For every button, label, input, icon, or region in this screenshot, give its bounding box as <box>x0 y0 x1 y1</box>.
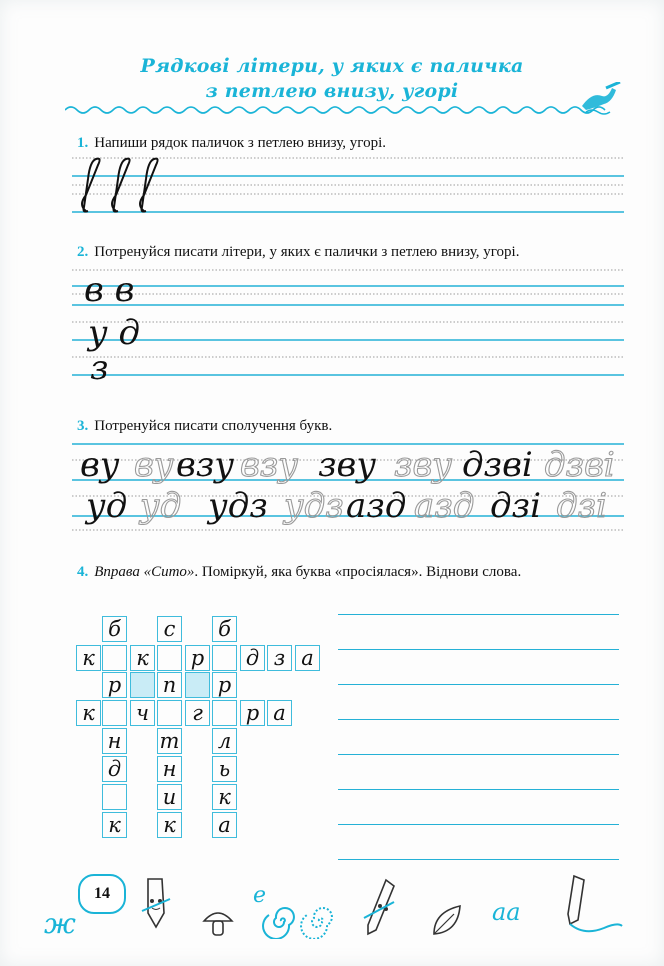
combo-row2-1-traced: уд <box>140 486 182 526</box>
dotted-spiral-icon <box>300 903 338 939</box>
sieve-cell-empty <box>102 700 127 726</box>
sieve-cell: к <box>102 812 127 838</box>
sieve-cell-empty <box>157 700 182 726</box>
combo-row1-1-traced: ву <box>134 445 174 485</box>
sieve-cell: б <box>212 616 237 642</box>
sieve-cell: т <box>157 728 182 754</box>
sieve-cell: л <box>212 728 237 754</box>
task-text: Напиши рядок паличок з петлею внизу, угорі. <box>94 135 386 151</box>
page-title-line-1: Рядкові літери, у яких є паличка <box>140 55 524 77</box>
task-2-sample-row-1: в в <box>84 270 135 310</box>
leaf-icon <box>428 902 466 940</box>
sieve-cell: к <box>130 645 155 671</box>
sieve-cell: д <box>102 756 127 782</box>
svg-text:ж: ж <box>44 907 76 940</box>
sieve-cell: н <box>102 728 127 754</box>
title-wave-divider <box>65 98 625 122</box>
answer-line[interactable] <box>338 859 619 860</box>
combo-row2-4-traced: дзі <box>556 486 607 526</box>
sieve-cell-empty <box>102 784 127 810</box>
sieve-cell: р <box>212 672 237 698</box>
task-2-sample-row-3: з <box>90 348 109 388</box>
combo-row1-1: ву <box>80 445 120 485</box>
page-title-line-2: з петлею внизу, угорі <box>205 80 459 102</box>
sieve-cell: б <box>102 616 127 642</box>
answer-line[interactable] <box>338 754 619 755</box>
task-number: 3. <box>77 418 89 434</box>
task-title: Вправа «Сито» <box>94 564 195 580</box>
task-1-sample-loops <box>78 155 168 217</box>
sieve-cell-empty <box>102 645 127 671</box>
sieve-cell: г <box>185 700 210 726</box>
sieve-cell: р <box>185 645 210 671</box>
sieve-cell-empty <box>212 700 237 726</box>
letters-aa-icon <box>490 896 540 930</box>
sieve-cell: ь <box>212 756 237 782</box>
sieve-cell: а <box>212 812 237 838</box>
svg-text:аа: аа <box>492 898 521 926</box>
sieve-cell: з <box>267 645 292 671</box>
combo-row2-2: удз <box>208 486 268 526</box>
page-number: 14 <box>78 874 126 914</box>
sieve-cell: р <box>240 700 265 726</box>
task-2 <box>77 244 519 261</box>
pen-hand-icon <box>560 874 624 940</box>
sieve-cell: к <box>212 784 237 810</box>
sieve-cell: п <box>157 672 182 698</box>
combo-row2-1: уд <box>86 486 128 526</box>
combo-row1-3: зву <box>318 445 377 485</box>
sieve-cell: к <box>157 812 182 838</box>
task-number: 2. <box>77 244 89 260</box>
mushroom-icon <box>200 905 236 941</box>
answer-line[interactable] <box>338 614 619 615</box>
task-number: 1. <box>77 135 89 151</box>
combo-row2-3-traced: азд <box>414 486 475 526</box>
answer-line[interactable] <box>338 684 619 685</box>
sieve-cell-empty <box>212 645 237 671</box>
answer-line[interactable] <box>338 789 619 790</box>
combo-row2-2-traced: удз <box>284 486 344 526</box>
sieve-cell: р <box>102 672 127 698</box>
sieve-cell: к <box>76 645 101 671</box>
combo-row1-2: взу <box>176 445 235 485</box>
task-2-sample-row-2: у д <box>88 313 141 353</box>
pencil-character-icon <box>136 875 176 937</box>
sieve-cell-highlighted <box>130 672 155 698</box>
combo-row1-3-traced: зву <box>394 445 453 485</box>
combo-row1-4-traced: дзві <box>544 445 615 485</box>
sieve-cell-empty <box>157 645 182 671</box>
combo-row1-2-traced: взу <box>240 445 299 485</box>
combo-row2-3: азд <box>346 486 407 526</box>
sieve-cell: ч <box>130 700 155 726</box>
answer-line[interactable] <box>338 824 619 825</box>
svg-text:е: е <box>253 883 267 908</box>
pencil-character-icon-2 <box>358 878 400 938</box>
combo-row1-4: дзві <box>462 445 533 485</box>
sieve-cell: а <box>295 645 320 671</box>
sieve-cell: д <box>240 645 265 671</box>
combo-row2-4: дзі <box>490 486 541 526</box>
task-4 <box>77 564 521 581</box>
sieve-cell: к <box>76 700 101 726</box>
task-3 <box>77 418 332 435</box>
task-number: 4. <box>77 564 89 580</box>
task-text: Потренуйся писати літери, у яких є палички з петлею внизу, угорі. <box>94 244 520 260</box>
task-2-writing-lines <box>72 262 624 382</box>
task-1 <box>77 135 386 152</box>
answer-line[interactable] <box>338 649 619 650</box>
writing-hand-icon <box>578 82 622 116</box>
sieve-cell: и <box>157 784 182 810</box>
letter-zh-icon <box>40 905 80 941</box>
answer-line[interactable] <box>338 719 619 720</box>
sieve-cell: с <box>157 616 182 642</box>
sieve-cell: а <box>267 700 292 726</box>
task-text: . Поміркуй, яка буква «просіялася». Віднови слова. <box>194 564 522 580</box>
spiral-icon <box>262 903 300 939</box>
sieve-cell: н <box>157 756 182 782</box>
task-text: Потренуйся писати сполучення букв. <box>94 418 333 434</box>
sieve-cell-highlighted <box>185 672 210 698</box>
